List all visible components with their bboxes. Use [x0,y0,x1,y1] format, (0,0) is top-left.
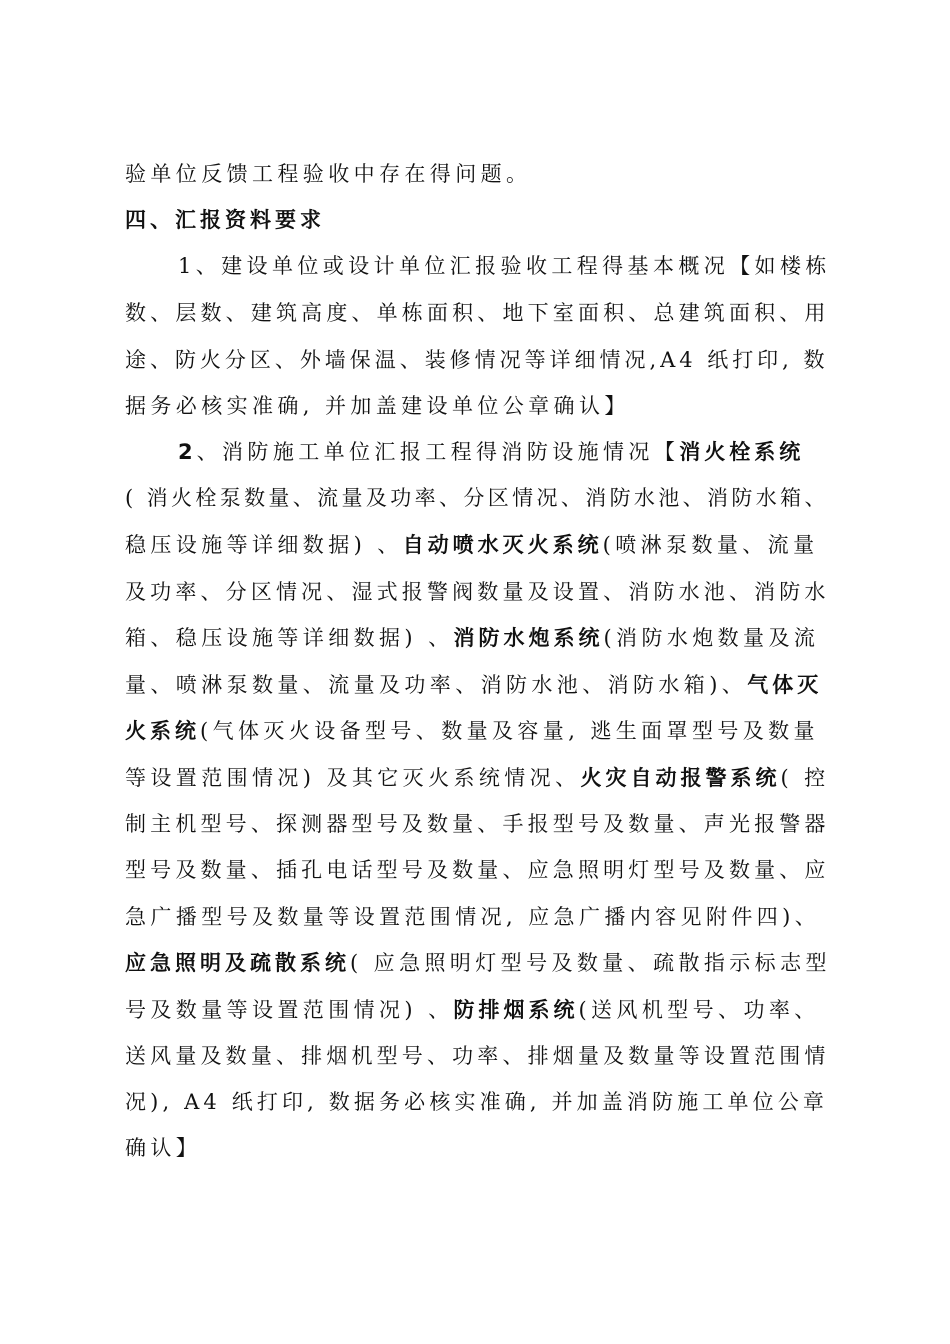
text-segment: 量、喷淋泵数量、流量及功率、消防水池、消防水箱)、 [125,673,748,697]
text-segment: 急广播型号及数量等设置范围情况, 应急广播内容见附件四)、 [125,905,821,929]
bold-text-segment: 消火栓系统 [679,440,805,464]
text-line [178,437,835,467]
text-line [125,1133,835,1163]
text-segment: 型号及数量、插孔电话型号及数量、应急照明灯型号及数量、应 [125,858,830,882]
text-segment: 1、建设单位或设计单位汇报验收工程得基本概况【如楼栋 [178,254,831,278]
text-line [125,483,835,513]
text-segment: 、消防施工单位汇报工程得消防设施情况【 [196,440,680,464]
bold-text-segment: 2 [178,440,197,464]
text-line [125,391,835,421]
text-line [125,902,835,932]
text-segment: (气体灭火设备型号、数量及容量, 逃生面罩型号及数量 [200,719,819,743]
text-segment: ( 消火栓泵数量、流量及功率、分区情况、消防水池、消防水箱、 [125,486,829,510]
text-segment: 验单位反馈工程验收中存在得问题。 [125,162,532,186]
text-segment: 制主机型号、探测器型号及数量、手报型号及数量、声光报警器 [125,812,830,836]
bold-text-segment: 自动喷水灭火系统 [402,533,603,557]
text-line [125,1041,835,1071]
text-line [125,530,835,560]
text-segment: 途、防火分区、外墙保温、装修情况等详细情况,A4 纸打印, 数 [125,348,829,372]
text-line [125,670,835,700]
text-line [125,577,835,607]
text-line [125,948,835,978]
text-segment: 号及数量等设置范围情况) 、 [125,998,454,1022]
text-segment: 据务必核实准确, 并加盖建设单位公章确认】 [125,394,630,418]
text-line [125,1087,835,1117]
bold-text-segment: 四、汇报资料要求 [125,208,325,232]
text-line [178,251,835,281]
text-line [125,159,835,189]
text-segment: 况), A4 纸打印, 数据务必核实准确, 并加盖消防施工单位公章 [125,1090,829,1114]
text-segment: 箱、稳压设施等详细数据) 、 [125,626,454,650]
text-segment: 送风量及数量、排烟机型号、功率、排烟量及数量等设置范围情 [125,1044,830,1068]
bold-text-segment: 火灾自动报警系统 [580,766,781,790]
text-segment: (送风机型号、功率、 [578,998,820,1022]
bold-text-segment: 气体灭 [747,673,823,697]
text-segment: (消防水炮数量及流 [603,626,820,650]
text-segment: (喷淋泵数量、流量 [602,533,819,557]
bold-text-segment: 应急照明及疏散系统 [125,951,350,975]
text-line [125,855,835,885]
bold-text-segment: 火系统 [125,719,200,743]
text-segment: 数、层数、建筑高度、单栋面积、地下室面积、总建筑面积、用 [125,301,830,325]
text-line [125,763,835,793]
text-line [125,298,835,328]
text-segment: ( 控 [780,766,830,790]
text-segment: 及功率、分区情况、湿式报警阀数量及设置、消防水池、消防水 [125,580,830,604]
text-segment: 等设置范围情况) 及其它灭火系统情况、 [125,766,581,790]
bold-text-segment: 防排烟系统 [453,998,579,1022]
text-line [125,809,835,839]
text-segment: 稳压设施等详细数据) 、 [125,533,403,557]
text-line [125,623,835,653]
text-line [125,716,835,746]
text-line [125,205,835,235]
bold-text-segment: 消防水炮系统 [453,626,604,650]
text-line [125,995,835,1025]
text-line [125,345,835,375]
text-segment: ( 应急照明灯型号及数量、疏散指示标志型 [350,951,831,975]
text-segment: 确认】 [125,1136,202,1160]
